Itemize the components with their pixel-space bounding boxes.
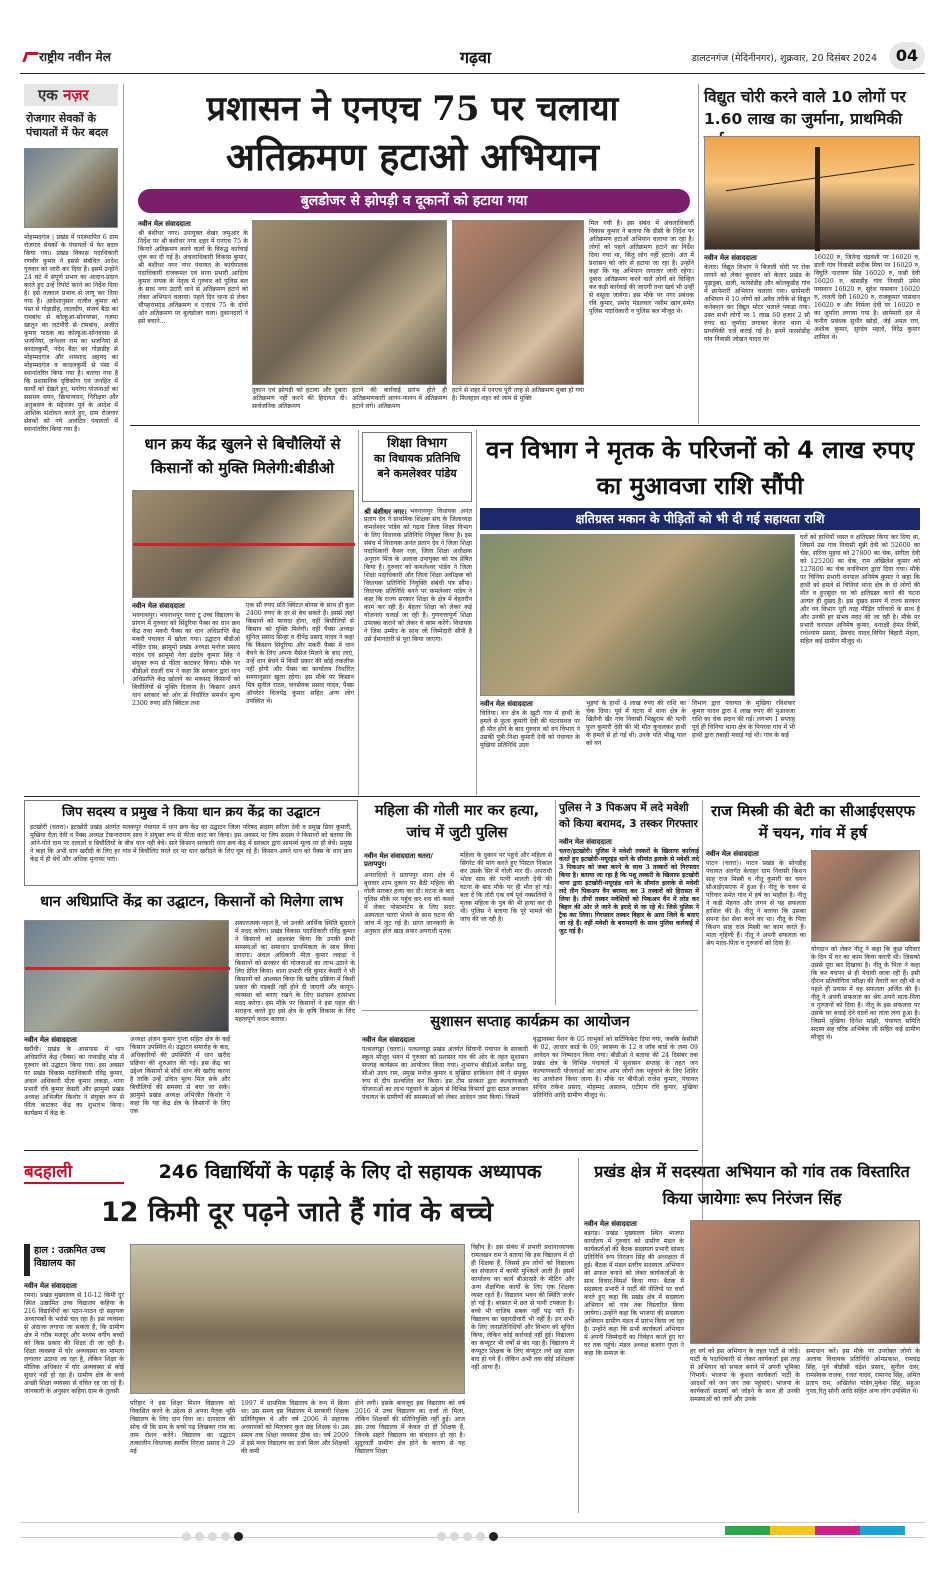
van-vibhag-subhead: क्षतिग्रस्त मकान के पीड़ितों को भी दी गई सहायता राशि <box>480 508 920 530</box>
lead-col2: दुकान एवं झोपड़ी को हटाया और दुबारा अतिक्रमण नहीं करने की हिदायत दी। सार्वजनिक अतिक्रमण <box>252 387 347 410</box>
van-vibhag-photo <box>480 534 795 696</box>
pole-icon <box>815 147 820 251</box>
van-vibhag-col1: चिनिया। वन क्षेत्र के खुटी गांव में हाथी के हमले से फुला कुमारी देवी की घटनास्थल पर ही मौत होने के बाद गुरुवार को वन विभाग ने उसकी पुत्री निशा कुमारी देवी को पंचायत के मुखिया प्रतिनिधि उदय <box>480 710 580 749</box>
lead-subhead: बुलडोजर से झोपड़ी व दूकानों को हटाया गया <box>138 189 690 213</box>
raj-mistri-headline: राज मिस्त्री की बेटी का सीआईएसएफ में चयन, गांव में हर्ष <box>711 802 915 842</box>
ek-nazar-body: मोहम्मदगंज | प्रखंड में पदस्थापित 6 ग्राम रोजगार सेवकों के पंचायतों में फेर बदल किया गया। प्रखंड विकास पदाधिकारी रणवीर कुमार ने इससे संबंधित आदेश गुरुवार को जारी कर दिया है। इसमें उन्होंने 24 घंटे में संपूर्ण प्रभार का आदान-प्रदान करते हुए उन्हें रिपोर्ट करने का निर्देश दिया है। इसे तत्काल प्रभाव से लागू कर दिया गया है। आदेशानुसार राजीव कुमार को पंसा से गोड़ाडीह, लालदीप, संजय बैठा का रामबांध से कोल्हुआ-सोनवरसा, नजमा खातून का लटपौरी से रामबांध, अजीत कुमार पाठक का कोल्हुआ-सोनवरसा से भजनियां, जनेश्वर राम का भजनियां से कादलकुर्मी, नंदेद बैठा का गोड़ाडीह से मोहम्मदगंज और शमशाद अहमद का मोहम्मदगंज व कादलकुर्मी से पंसा में स्थानांतरित किया गया है। बताया गया है कि प्रशासनिक दृष्टिकोण एवं जनहित में कार्यों को देखते हुए, मनरेगा योजनाओं का ससमय चयन, क्रियान्वयन, निरीक्षण और अनुश्रवण के मद्देनजर पूर्व के आदेश में आंशिक संशोधन करते हुए, ग्राम रोजगार सेवकों को नये आवंटित पंचायतों में स्थानांतरित किया गया है। <box>24 234 118 433</box>
sushasan-headline: सुशासन सप्ताह कार्यक्रम का आयोजन <box>362 1010 698 1032</box>
raj-mistri-photo <box>811 850 920 942</box>
sadasyata-col3: समाधान करें। इस मौके पर उपरोक्त लोगो के अलावा विधायक प्रतिनिधि ओमप्रकाश, रामचंद्र सिंह, पूर्व बीडीसी चंद्रेश प्रसाद, सुनील दास, रामसेवक राजक, रजत यादव, रामानंद सिंह, अमित प्रताप राम, अखिलेश पांडेय,मुकेश सिंह, सहुआ गुप्ता,रितु सोनी आदि सहित अन्य लोग उपस्थित थे। <box>806 1348 920 1395</box>
mahila-byline: नवीन मेल संवाददाता चतरा/ प्रतापपुर। <box>364 852 433 868</box>
ek-nazar-headline: रोजगार सेवकों के पंचायतों में फेर बदल <box>26 112 109 139</box>
mahila-col1: अपराधियों ने प्रतापपुर थाना क्षेत्र में बुधवार शाम दुकान पर बैठी महिला की गोली मारकर हत्या कर दी। घटना के बाद पुलिस मौके पर पहुंच कर शव को कब्जे में लेकर पोस्टमार्टम के लिए सदर अस्पताल चतरा भेजने के साथ घटना की जांच में जुट गई है। प्राप्त जानकारी के अनुसार होल खाड़ सवार अपराधी मृतक <box>364 872 454 935</box>
page-number: 04 <box>889 42 925 70</box>
shiksha-byline: श्री बंशीधर नगर। <box>364 508 407 516</box>
dhan-adhiprapti-photo <box>24 920 229 1032</box>
ek-nazar-label: एक नज़र <box>24 84 118 106</box>
badhali-byline: नवीन मेल संवाददाता <box>24 1282 77 1290</box>
dhan-adhiprapti-headline: धान अधिप्राप्ति केंद्र का उद्घाटन, किसानों को मिलेगा लाभ <box>40 894 343 910</box>
badhali-label: बदहाली <box>24 1160 124 1184</box>
dateline: डालटनगंज (मेदिनीनगर), शुक्रवार, 20 दिसंबर 2024 <box>691 53 877 64</box>
bottom-dots-right <box>435 1526 500 1545</box>
badhali-col3: 1997 में प्राथमिक विद्यालय के रूप में किया था। उस समय इस विद्यालय में सरकारी शिक्षक प्रतिनियुक्त थे और वर्ष 2006 में सहायक अध्यापकों को मिलाकर कुल छह शिक्षक थे। उस समय तक शिक्षा व्यवस्था ठीक था। वर्ष 2009 में इसे मध्य विद्यालय का दर्जा मिला और शिक्षकों की कमी <box>241 1400 349 1455</box>
ribbon-icon <box>25 967 230 970</box>
electricity-headline: विद्युत चोरी करने वाले 10 लोगों पर 1.60 लाख का जुर्माना, प्राथमिकी <box>704 88 906 128</box>
bottom-dots-left <box>180 1526 245 1545</box>
dhan-kray-col2: एक सौ रुपए प्रति क्विंटल बोनस के साथ ही कुल 2400 रुपए के दर से बेच सकते हैं। इससे जहां किसानों को फायदा होगा, वहीं बिचौलियों से किसान को मुक्ति मिलेगी। वहीं पैक्स अध्यक्ष सुनिल प्रसाद सिन्हा व दीपेंद्र प्रसाद यादव ने कहा कि किसान सिंदुरिया और मकरी पैक्स में धान बेचने के लिए अपना मैसेज मिलने के बाद लाएं, उन्हें धान बेचने में किसी प्रकार की कोई तकलीफ नहीं होगी और पैक्स का कार्यालय निर्धारित समयानुसार खुला रहेगा। इस मौके पर किसान मित्र सुनील राठव, जनसेवक प्रसाद यादव, पैक्स ऑपरेटर विजयेंद्र कुमार सहित अन्य लोग उपस्थित थे। <box>246 602 354 705</box>
raj-mistri-byline: नवीन मेल संवाददाता <box>706 850 759 858</box>
jila-sadasya-box <box>24 800 358 886</box>
logo: राष्ट्रीय नवीन मेल <box>24 48 111 65</box>
badhali-photo <box>130 1244 465 1394</box>
raj-mistri-col1: पाटन (चतरा)। पाटन प्रखंड के सोनडीह पंचायत अंतर्गत बेलाहर ग्राम निवासी किशन साह राज मिस्त्री व नीतू कुमारी का चयन सीआईएसएफ में हुआ है। नीतू के चयन से परिवार समेत गांव में हर्ष का माहौल है। नीतू ने कड़ी मेहनत और लगन से यह सफलता हासिल की है। नीतू ने बताया कि उसका सपना देश सेवा करने का था। नीतू के पिता किशन साह राज मिस्त्री का काम करते हैं। माता गृहिणी हैं। नीतू ने अपनी सफलता का श्रेय माता-पिता व गुरुजनों को दिया है। <box>706 860 806 947</box>
badhali-col4: होने लगी। इसके बावजूद इस विद्यालय को वर्ष 2016 में उच्च विद्यालय का दर्जा तो मिला, लेकिन शिक्षकों की प्रतिनियुक्ति नहीं हुई। आज इस उच्च विद्यालय में केवल दो ही शिक्षक हैं, जिनके सहारे विद्यालय का संचालन हो रहा है। सुदूरवर्ती ग्रामीण क्षेत्र होने के कारण से यह विद्यालय शिक्षा <box>355 1400 465 1455</box>
van-vibhag-col3: विभाग द्वारा पंचायत के मुखिया रविशंकर कुमार यादव द्वारा 4 लाख रुपए की मुआवजा राशि का चेक प्रदान की गई। लगभग 1 सप्ताह पूर्व ही चिनिया थाना क्षेत्र के पिपरवा गांव में भी हाथी द्वारा तबाही मचाई गई थी। गांव के कई <box>692 700 795 739</box>
electricity-photo <box>704 136 920 250</box>
badhali-hal-label: हाल : उत्क्रमित उच्च विद्यालय का <box>24 1244 124 1276</box>
police-body: चतरा/इटखोरी। पुलिस ने मवेशी तस्करों के खिलाफ कार्रवाई करते हुए इटखोरी-मयूरहंड थाने के सीमांत इलाके से मवेशी लदे 3 पिकअप को जब्त करने के साथ 3 तस्करों को गिरफ्तार किया है। बताया जा रहा है कि पशु तस्करी के खिलाफ इटखोरी थाना द्वारा इटखोरी-मयूरहंड थाने के सीमांत इलाके से मवेशी लदे तीन पिकअप वैन बरामद कर 3 तस्करों को हिरासत में लिया है। तीनों तस्कर मवेशियों को पिकअप वैन में लोड कर बिहार की ओर ले जाने के इरादे से जा रहे थे। जिसे पुलिस ने ट्रैक कर लिया। गिरफ्तार तस्कर बिहार के आरा जिले के बताए जा रहे हैं। वहीं मवेशी के बरामदगी के साथ पुलिस कार्रवाई में जुट गई है। <box>559 848 699 935</box>
dhan-kray-col1: भवनाथपुर। भवनाथपुर पतरा टू उच्च विद्यालय के प्रांगण में गुरुवार को सिंदुरिया पैक्स का धान क्रय केंद्र तथा मकरी पैक्स का धान अधिप्राप्ति केंद्र मकरी पंचायत में खोला गया। उद्घाटन बीडीओ मोहित दास, झामुमो प्रखंड अध्यक्ष मनोज प्रसाद यादव एवं झामुमो नेता इंद्रदेव कुमार सिंह ने संयुक्त रूप से फीता काटकर किया। मौके पर बीडीओ दंदजी राम ने कहा कि सरकार द्वारा धान अधिप्राप्ति केंद्र खोलने का मकसद किसानों को बिचौलियों से मुक्ति दिलाना है। किसान अपने धान सरकार को ओर से निर्धारित समर्थन मूल्य 2300 रुपए प्रति क्विंटल तथा <box>132 612 240 707</box>
sushasan-col1: पत्थलगड्डा (चतरा)। पत्थलगड्डा प्रखंड अंतर्गत सिंघानी पंचायत के सरकारी स्कूल मौजूद भवन में गुरुवार को प्रशासन गांव की ओर के तहत सुशासन सप्ताह कार्यक्रम का आयोजन किया गया। शुभारंभ बीडीओ सतीश साहू, सीओ उदय राम, प्रमुख मनोज कुमार व मुखिया हरकिशन देवी ने संयुक्त रूप से दीप प्रज्वलित कर किया। इस टीम सरकार द्वारा कल्याणकारी योजनाओं का लाभ पहुंचाने के उद्देश्य से विभिन्न विभागों द्वारा स्टाल लगाकर पंचायत के ग्रामीणों की समस्याओं को लेकर आवेदन जमा किया। जिसमें <box>362 1046 528 1101</box>
dhan-adhiprapti-col1: खरौंधी। प्रखंड के आसपास में धान अधिप्राप्ति केंद्र (पैक्स) का नावाडीह मोड़ में गुरुवार को उद्घाटन किया गया। इस अवसर पर प्रखंड विकास पदाधिकारी रविंद्र कुमार, अंचल अधिकारी मीता कुमार लकड़ा, थाना प्रभारी रवि कुमार केसरी और झामुमो प्रखंड अध्यक्ष अभिजीत किशोर ने संयुक्त रूप से फीता काटकर केंद्र का शुभारंभ किया। कार्यक्रम में केंद्र के <box>24 1046 124 1117</box>
bottom-color-strip <box>725 1526 905 1535</box>
masthead <box>20 40 925 74</box>
mahila-col2: महिला के दुकान पर पहुंचे और महिला से सिगरेट की मांग करते हुए पिस्टल निकाल कर उसके सिर में गोली मार दी। अपराधी भोला साव की पत्नी मालती देवी की घटना के बाद मौके पर ही मौत हो गई। बता दें कि तोरी एक वर्ष पूर्व नक्सलियों ने मृतक महिला के पुत्र की भी हत्या कर दी थी। पुलिस ने बताया कि पूरे मामले की जांच की जा रही है। <box>460 852 552 923</box>
sushasan-col2: वृद्धावस्था पेंशन के 05 लाभुकों को सर्टिफिकेट दिया गया, जबकि केसीसी के 02, आधार कार्ड के 09, स्वास्थ्य के 12 व जॉब कार्ड के जमा 09 आवेदन का निष्पादन किया गया। बीडीओ ने बताया की 24 दिसंबर तक प्रखंड क्षेत्र के विभिन्न पंचायतों में सुशासन सप्ताह के तहत जन कल्याणकारी योजनाओं का लाभ आम लोगों तक पहुंचाने के लिए शिविर का आयोजन किया जाना है। मौके पर बीपीओ राजेश कुमार, पंचायत सचिव राकेश प्रसाद, मोहम्मद असलम, एटीएम रवि कुमार, मुखिया प्रतिनिधि आदि ग्रामीण मौजूद थे। <box>533 1036 698 1099</box>
bottom-color-bar <box>20 1522 925 1538</box>
dhan-adhiprapti-col3: सकारात्मक पहल है, जो उनकी आर्थिक स्थिति सुधारने में मदद करेगा। प्रखंड विकास पदाधिकारी रविंद्र कुमार ने किसानों को आश्वस्त किया कि उनकी सभी समस्याओं का समाधान प्राथमिकता के साथ किया जाएगा। अंचल अधिकारी मीता कुमार लकड़ा ने किसानों को सरकार की योजनाओं का लाभ उठाने के लिए प्रेरित किया। थाना प्रभारी रवि कुमार केसरी ने भी किसानों को आश्वस्त किया कि खरीद प्रक्रिया में किसी प्रकार की गड़बड़ी नहीं होने दी जाएगी और कानून-व्यवस्था को बनाए रखने के लिए प्रशासन हरसंभव मदद करेगा। इस मौके पर किसानों ने इस पहल की सराहना करते हुए इसे क्षेत्र के कृषि विकास के लिए महत्वपूर्ण कदम बताया। <box>235 920 355 1023</box>
badhali-col2: परिहार ने इस शिक्षा मिशन विद्यालय को विकसित करने के उद्देश्य से अपना पैतृक भूमि विद्यालय के लिए दान दिया था। दानदाता की सोच थी कि ग्राम के बच्चे पढ़ लिखकर गांव का नाम रोशन करेंगे। विद्यालय का उद्घाटन तत्कालीन विधायक स्वर्गीय गिरजा प्रसाद ने 29 मई <box>130 1400 235 1455</box>
badhali-col1: रमना। प्रखंड मुख्यालय से 10-12 किमी दूर स्थित उत्क्रमित उच्च विद्यालय कहिया के 216 विद्यार्थियों का पठन-पाठन दो सहायक अध्यापकों के भरोसे चल रहा है। इस व्यवस्था से अंदाजा लगाया जा सकता है, कि ग्रामीण क्षेत्र में गरीब मजदूर और मध्यम वर्गीय बच्चों को किस प्रकार की शिक्षा दी जा रही है। शिक्षा व्यवस्था में घोर अव्यवस्था का मामला लगातार उठाया जा रहा है, लेकिन शिक्षा के मौलिक अधिकार में घोर अव्यवस्था से कोई सुधार नहीं हो रहा है। ग्रामीण क्षेत्र के बच्चे अच्छी शिक्षा व्यवस्था से वंचित रह जा रहे हैं। जानकारी के अनुसार कहिया ग्राम के तुलसी <box>24 1292 124 1395</box>
lead-col5: मिल गयी है। इस संबंध में अंचलाधिकारी विकास कुमार ने बताया कि डीसी के निर्देश पर अतिक्रमण हटाओ अभियान चलाया जा रहा है। लोगों को पहले अतिक्रमण हटाने का निर्देश दिया गया था, किंतु लोग नहीं हटाये। अंत में प्रशासन को जोर से हटाया जा रहा है। उन्होंने कहा कि यह अभियान लगातार जारी रहेगा। दुबारा अतिक्रमण करने वाले लोगों को चिन्हित कर कड़ी कार्रवाई की जाएगी तथा खर्च भी उन्हीं से वसूला जायेगा। इस मौके पर नगर प्रबंधक रवि कुमार, प्रमोद मंडलवार नसीम खान,समेत पुलिस पदाधिकारी व पुलिस बल मौजूद थे। <box>589 220 694 315</box>
sadasyata-col2: हर वर्ग को इस अभियान के तहत पार्टी से जोड़ें। पार्टी के पदाधिकारी से लेकर कार्यकर्ता इस तरह से अभियान को सफल बनाने में अपनी भूमिका निभायें। भाजपा के कुशल कार्यकर्ता पार्टी के आदर्शों को जन जन तक पहुंचाएं। भाजपा के कार्यकर्ता सदस्यों को जोड़ने के साथ ही उनकी समस्याओं को जानें और उनके <box>690 1348 800 1403</box>
sadasyata-headline: प्रखंड क्षेत्र में सदस्यता अभियान को गांव तक विस्तारित किया जायेगाः रूप निरंजन सिंह <box>594 1162 910 1208</box>
electricity-byline: नवीन मेल संवाददाता <box>704 254 757 262</box>
dhan-kray-photo <box>132 490 354 598</box>
shiksha-body: भवनाथपुर विधायक अनंत प्रताप देव ने प्राथमिक शिक्षक संघ के जिलाध्यक्ष कमलेश्वर पांडेय को गढ़वा जिला शिक्षा विभाग के लिए विधायक प्रतिनिधि नियुक्त किया है। इस संबंध में विधायक अनंत प्रताप देव ने जिला शिक्षा पदाधिकारी कैसर रज़ा, जिला शिक्षा अधीक्षक अनुराग मिंज के अलावा उपायुक्त को पत्र प्रेषित किया है। गुरुवार को कमलेश्वर पांडेय ने जिला शिक्षा पदाधिकारी और जिला शिक्षा अधीक्षक को विधायक प्रतिनिधि नियुक्ति संबंधी पत्र सौंपा। विधायक प्रतिनिधि बनने पर कमलेश्वर पांडेय ने कहा कि राज्य सरकार शिक्षा के क्षेत्र में बेहतरीन काम कर रही है। बेहतर शिक्षा को लेकर कई योजनाएं चलाई जा रही हैं। गुणवत्तापूर्ण शिक्षा उपलब्ध कराने को लेकर वे काम करेंगे। विधायक ने जिस उम्मीद के साथ जो जिम्मेदारी सौंपी है उसे ईमानदारी से पूरा किया जाएगा। <box>364 508 472 643</box>
sadasyata-photo <box>690 1220 920 1344</box>
jila-sadasya-body: इटखोरी (चतरा)। इटखोरी प्रखंड अंतर्गत मलकपुर पंचायत में धान क्रय केंद्र का उद्घाटन जिला परिषद सदस्य सरिता देवी व प्रमुख प्रिया कुमारी, मुखिया रीता देवी व पैक्स अध्यक्ष टेकनारायण साव ने संयुक्त रूप से फीता काट कर किया। इस अवसर पर जिप सदस्य ने किसानों को बताया कि ओने-पोने दाम पर दलालों व बिचौलियों के बीच धान नहीं बेचे। सारे किसान सरकारी धान क्रय केंद्र में सरकार द्वारा सामर्थ्य मूल्य पर ही बेचें। प्रमुख ने कहा कि अभी धान खरीदी के लिए हर गांव में बिचौलिए घरते दर पर धान खरीदने के लिए घूम रहे हैं। किसान अपने धान को पैक्स के धान क्रय केंद्र में ही बेचें और अधिक मुनाफा पाएं। <box>30 824 352 863</box>
van-vibhag-byline: नवीन मेल संवाददाता <box>480 700 533 708</box>
sadasyata-byline: नवीन मेल संवाददाता <box>584 1220 637 1228</box>
police-byline: नवीन मेल संवाददाता <box>559 838 612 846</box>
sushasan-byline: नवीन मेल संवाददाता <box>362 1036 415 1044</box>
sadasyata-col1: बड़गड़। प्रखंड मुख्यालय स्थित भाजपा कार्यालय में गुरुवार को ग्रामीण मंडल के कार्यकर्ताओं की बैठक सदस्यता प्रभारी सांसद प्रतिनिधि रूप निरंजन सिंह की अध्यक्षता में हुई। बैठक में मंडल स्तरीय सदस्यता अभियान को सफल बनाने को लेकर कार्यकर्ताओं के साथ विचार-विमर्श किया गया। बैठक में सदस्यता प्रभारी ने पार्टी की नीतियों पर चर्चा करते हुए कहा कि प्रखंड क्षेत्र में सदस्यता अभियान को गांव तक विस्तारित किया जायेगा। उन्होंने कहा कि भाजपा की सदस्यता अभियान ग्रामीण मंडल में प्रारंभ किया जा रहा है। उन्होंने कहा कि सभी कार्यकर्ता अभियान में अपनी जिम्मेदारी का निर्वहन करते हुए घर घर तक पहुंचे। मंडल अध्यक्ष बजरंग गुप्ता ने कहा कि समाज के <box>584 1230 685 1357</box>
lead-headline: प्रशासन ने एनएच 75 पर चलाया अतिक्रमण हटाओ अभियान <box>206 89 619 179</box>
section-title: गढ़वा <box>460 48 492 67</box>
van-vibhag-col4: घरों को हाथियों ध्वस्त व क्षतिग्रस्त किया कर दिया था, जिसमें उस गांव निवासी मुन्नी देवी को 52600 का चेक, सरिता मुइया को 27800 का चेक, संगीता देवी को 125200 का चेक, राम अखिलेश कुमार को 127800 का चेक वनविभाग द्वारा दिया गया। मौके पर चिनिया प्रभारी वनपाल अनिमेष कुमार ने कहा कि हाथी को हमले से चिनियां थाना क्षेत्र के दो लोगों की मौत व हुएसुंदर घर को क्षतिग्रस्त करने की घटना अत्यंत ही दुखद है। इस दुखद समय में राज्य सरकार और वन विभाग पूरी तरह पीड़ित परिवारों के साथ है और उनकी हर संभव मदद की जा रही है। मौके पर प्रभारी वनपाल अनिमेष कुमार, वनरक्षी हेमंत तिर्की, राधेश्याम प्रसाद, प्रेमचंद यादव,विपिन बिहारी मेहता, सहित कई ग्रामीण मौजूद थे। <box>800 534 920 645</box>
dhan-kray-headline: धान क्रय केंद्र खुलने से बिचौलियों से किसानों को मुक्ति मिलेगी:बीडीओ <box>144 435 341 477</box>
lead-photo-right <box>452 220 584 385</box>
lead-byline: नवीन मेल संवाददाता <box>138 220 191 228</box>
wire-icon <box>726 164 914 191</box>
ek-nazar-photo <box>24 148 118 228</box>
lead-col1: श्री बंशीधर नगर। उपायुक्त शेखर जमुआर के निर्देश पर श्री बंशीधर नगर शहर में एनएच 75 के किनारे अतिक्रमण करने वालों के विरुद्ध कार्रवाई शुरू कर दी गई है। अंचलाधिकारी विकास कुमार, श्री बंशीधर नगर नगर पंचायत के कार्यपालक पदाधिकारी राजकमल एवं थाना प्रभारी आदित्य कुमार नायक के नेतृत्व में गुरुवार को पुलिस बल के साथ नगर उंटारी थाने से अतिक्रमण हटाने को लेकर अभियान चलाया। पहले दिन थाना से लेकर चौपहरामएंड अतिक्रमण व एनएच 75 के दोनों ओर अतिक्रमण पर बुलडोजर चला। दुकानदारों ने इसे बचाने... <box>138 230 248 325</box>
badhali-col5: विहीन है। इस संबंध में प्रभारी प्रधानाध्यापक रामलखन राम ने बताया कि इस विद्यालय में दो ही शिक्षक हैं, जिससे हम लोगों को विद्यालय का संचालन में काफी मुश्किलें आती हैं। इसमें कार्यालय का कार्य बीआरसी के मीटिंग और अन्य शैक्षणिक कार्यों के लिए एक शिक्षक व्यस्त रहते हैं। विद्यालय भवन की स्थिति जर्जर हो गई है। बरसात में छत से पानी टपकता है। बच्चे भी वाजिब सबक नहीं पढ़ पाते हैं। विद्यालय का चहारदीवारी भी नहीं है। इन सभी के लिए जनप्रतिनिधियों और विभाग को सूचित किया, लेकिन कोई कार्रवाई नहीं हुई। विद्यालय का कंप्यूटर भी वर्षों से बंद पड़ा है। विद्यालय में कंप्यूटर शिक्षक के लिए कंप्यूटर लगे छह साल बाद हो गये हैं। लेकिन अभी तक कोई प्रशिक्षक नहीं आया है। <box>471 1244 574 1371</box>
shiksha-headline: शिक्षा विभाग का विधायक प्रतिनिधि बने कमलेश्वर पांडेय <box>362 432 472 502</box>
lead-photo-left <box>252 220 447 385</box>
badhali-headline-1: 246 विद्यार्थियों के पढ़ाई के लिए दो सहायक अध्यापक <box>158 1161 542 1183</box>
van-vibhag-col2: भुइयां के हाथों 4 लाख रुपए की राशि का चेक दिया। पूर्व में घटना में थाना क्षेत्र के खिलैनी खैर गांव निवासी भिखुराम की पत्नी फूल कुमारी देवी की भी मौत कुचलकर हाथी के हमले से हो गई थी। उनके पति भीखू पाल को वन <box>586 700 686 747</box>
dhan-adhiprapti-byline: नवीन मेल संवाददाता <box>24 1036 77 1044</box>
lead-col4: हटने से शहर में एनएच पूरी तरह से अतिक्रमण मुक्त हो गया है। फिलहाल शहर को जाम से मुक्ति <box>452 387 584 402</box>
badhali-headline-2: 12 किमी दूर पढ़ने जाते हैं गांव के बच्चे <box>101 1197 493 1228</box>
van-vibhag-headline: वन विभाग ने मृतक के परिजनों को 4 लाख रुपए का मुआवजा राशि सौंपी <box>486 436 914 500</box>
ek-nazar-column <box>24 84 118 684</box>
lead-col3: हटाने की कार्रवाई प्रारंभ होते ही अतिक्रमणकारी आनन-फानन में अतिक्रमण हटाने लगे। अतिक्रमण <box>352 387 447 410</box>
dhan-adhiprapti-col2: अध्यक्ष अंजन कुमार गुप्ता सहित क्षेत्र के कई किसान उपस्थित थे। उद्घाटन समारोह के बाद, अधिकारियों की उपस्थिति में धान खरीद प्रक्रिया की शुरुआत की गई। इस केंद्र का उद्देश्य किसानों से सीधे धान की खरीद करना है ताकि उन्हें उचित मूल्य मिल सके और बिचौलियों की समस्या से बचा जा सके। झामुमो प्रखंड अध्यक्ष अभिजीत किशोर ने कहा कि यह केंद्र क्षेत्र के किसानों के लिए एक <box>130 1036 230 1115</box>
mahila-headline: महिला की गोली मार कर हत्या, जांच में जुटी पुलिस <box>374 803 540 841</box>
logo-icon <box>22 52 39 62</box>
electricity-col1: केतार। विद्युत विभाग ने बिजली चोरी पर रोक लगाने को लेकर बुधवार को केतार प्रखंड के मुड़ाडुबा, डाली, फरसोडीह और कोलकुडीह गांव में छापेमारी अभियान चलाया गया। छापेमारी अभियान में 10 लोगों को अवैध तरीके से विद्युत कनेक्शन कर विद्युत मोटर चलाते पकड़ा गया। उक्त सभी लोगों पर 1 लाख 60 हजार 2 सौ रुपए का जुर्माना लगाकर केतार थाना में प्राथमिकी दर्ज कराई गई है। इनमें फरसोडीह गांव निवासी जोखन यादव पर <box>704 264 810 343</box>
electricity-col2: 16020 रु, जितेन्द्र चंद्रवंशी पर 16020 रु, डाली गांव निवासी सदीक मियां पर 16020 रु, विघुति नारायण सिंह 16020 रु, फन्नी देवी 16020 रु, बांसडीह गांव निवासी उमेश पासवान 16020 रु, सुरेश पासवान 16020 रु, ललती देवी 16020 रु, राजकुमार पासवान 16020 रु और निर्मला देवी पर 16020 रु का जुर्माना लगाया गया है। छापेमारी दल में कनीय प्रबंधक सुधीर खोड़ो, जेई अमल राय, अशोक कुमार, सुरदेव महतो, विरेंद्र कुमार शामिल थे। <box>814 254 920 341</box>
ribbon-icon <box>133 543 355 546</box>
jila-sadasya-headline: जिप सदस्य व प्रमुख ने किया धान क्रय केंद्र का उद्घाटन <box>61 805 321 820</box>
raj-mistri-col2: योगदान को लेकर नीतू ने कहा कि कुछ परिवार के दिन में घर का काम किया करती थी। जिसको उससे पूरा कर दिखाया है। नीतू के पिता ने कहा कि कर बचपन से ही मेधावी छात्रा रही हैं। इसी दौरान प्रतियोगिता परीक्षा की तैयारी कर रही थी व पहले ही प्रयास में वह सफलता अर्जित की है। नीतू ने अपनी सफलता का श्रेय अपने माता-पिता व गुरुजनों को दिया है। नीतू के इस सफलता पर उसके घर बधाई देने वालों का तांता लगा हुआ है। जिसमें मुखिया दिनेश मांझी, पंचायत समिति सदस्य सह वरिष्ठ अभिषेक जी सहित कई ग्रामीण मौजूद थे। <box>811 946 920 1041</box>
police-headline: पुलिस ने 3 पिकअप में लदे मवेशी को किया बरामद, 3 तस्कर गिरफ्तार <box>559 802 698 830</box>
dhan-kray-byline: नवीन मेल संवाददाता <box>132 602 185 610</box>
